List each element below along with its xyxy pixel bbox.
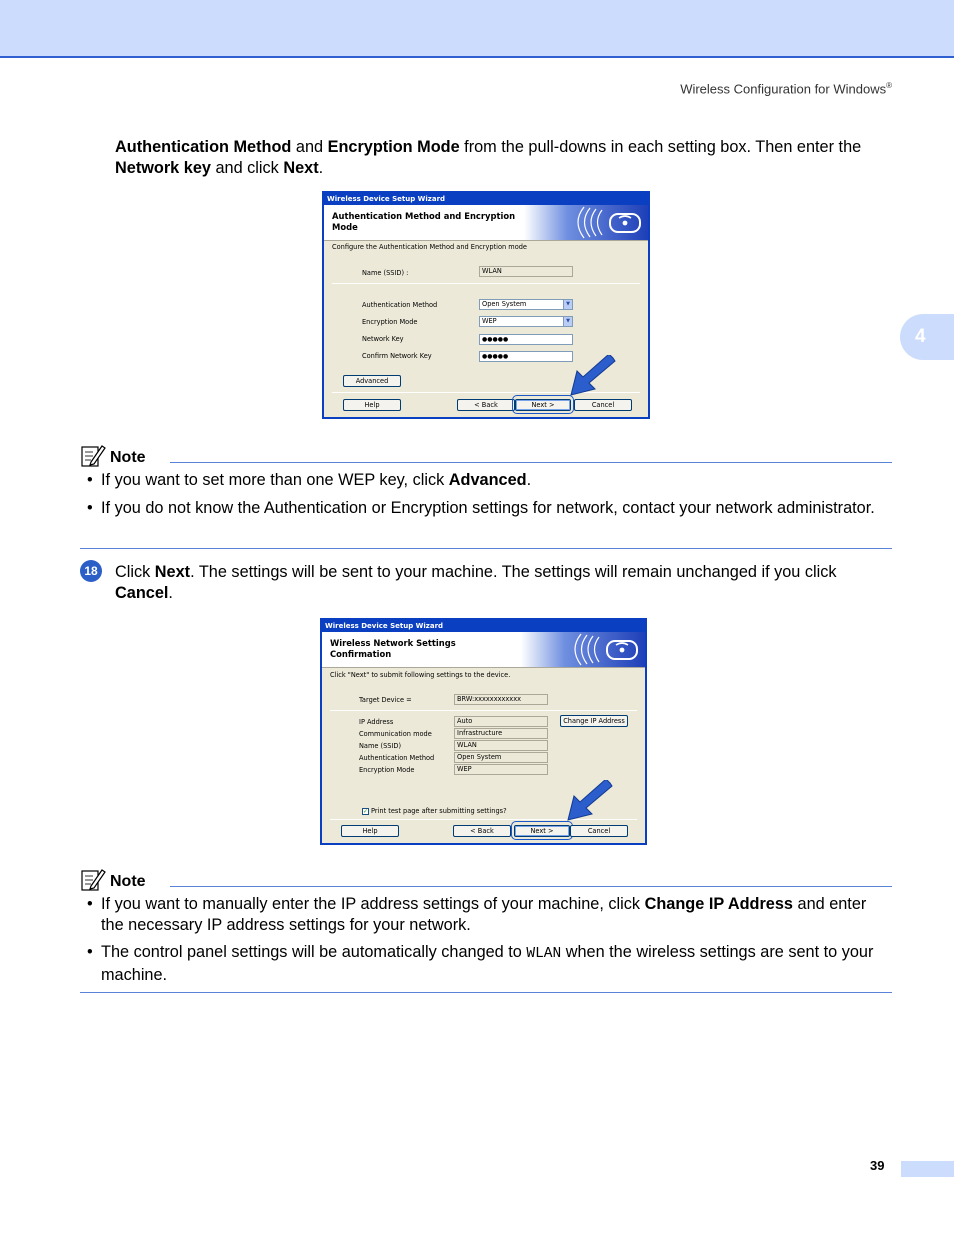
ssid-field: WLAN (479, 266, 573, 277)
dialog-heading: Authentication Method and Encryption Mode (332, 211, 516, 232)
next-button[interactable]: Next > (515, 399, 571, 411)
advanced-button[interactable]: Advanced (343, 375, 401, 387)
comm-mode-label: Communication mode (359, 730, 432, 738)
wireless-logo-icon (524, 205, 648, 240)
note-end-rule (80, 992, 892, 993)
separator (330, 710, 637, 711)
ssid-field: WLAN (454, 740, 548, 751)
network-key-label: Network Key (362, 335, 404, 343)
note-bullet: • If you do not know the Authentication or Encryption settings for network, contact your network administrator. (87, 499, 875, 517)
confirm-key-label: Confirm Network Key (362, 352, 432, 360)
note-header (80, 869, 892, 895)
page-number: 39 (870, 1158, 885, 1173)
ssid-label: Name (SSID) (359, 742, 402, 750)
cancel-button[interactable]: Cancel (574, 399, 632, 411)
dialog-subtitle: Click "Next" to submit following settings to the device. (330, 671, 511, 679)
note-header (80, 445, 892, 471)
dialog-title: Wireless Device Setup Wizard (324, 193, 648, 205)
note-end-rule (80, 548, 892, 549)
network-key-input[interactable]: ●●●●● (479, 334, 573, 345)
note-pencil-icon (80, 867, 106, 893)
pointer-arrow-icon (569, 355, 617, 397)
ssid-label: Name (SSID) : (362, 269, 409, 277)
top-banner (0, 0, 954, 58)
page-number-tab (901, 1161, 954, 1177)
change-ip-address-button[interactable]: Change IP Address (560, 715, 628, 727)
chevron-down-icon[interactable]: ▼ (563, 300, 572, 309)
encryption-mode-label: Encryption Mode (359, 766, 415, 774)
step-paragraph: Click Next. The settings will be sent to your machine. The settings will remain unchanged if you click Cancel. (115, 563, 837, 602)
note-label: Note (110, 873, 146, 890)
ip-address-field: Auto (454, 716, 548, 727)
note-pencil-icon (80, 443, 106, 469)
note-bullet: • The control panel settings will be automatically changed to WLAN when the wireless settings are sent to your machine. (87, 943, 874, 984)
step-number: 18 (80, 560, 102, 582)
auth-method-select[interactable]: Open System ▼ (479, 299, 573, 310)
intro-paragraph: Authentication Method and Encryption Mode from the pull-downs in each setting box. Then enter the Network key and click Next. (115, 138, 862, 177)
cancel-button[interactable]: Cancel (570, 825, 628, 837)
back-button[interactable]: < Back (457, 399, 515, 411)
dialog-title: Wireless Device Setup Wizard (322, 620, 645, 632)
settings-confirmation-dialog (320, 618, 647, 845)
comm-mode-field: Infrastructure (454, 728, 548, 739)
encryption-mode-field: WEP (454, 764, 548, 775)
note-bullet: • If you want to set more than one WEP key, click Advanced. (87, 471, 532, 489)
encryption-mode-label: Encryption Mode (362, 318, 418, 326)
note-rule (170, 886, 892, 887)
note-bullet: • If you want to manually enter the IP address settings of your machine, click Change IP Address and enter the necessary IP address settings for your network. (87, 895, 867, 934)
ip-address-label: IP Address (359, 718, 394, 726)
dialog-subtitle: Configure the Authentication Method and Encryption mode (332, 243, 527, 251)
back-button[interactable]: < Back (453, 825, 511, 837)
auth-method-field: Open System (454, 752, 548, 763)
note-rule (170, 462, 892, 463)
auth-encryption-dialog (322, 191, 650, 419)
pointer-arrow-icon (566, 780, 614, 822)
auth-method-label: Authentication Method (359, 754, 435, 762)
dialog-banner (322, 632, 645, 668)
help-button[interactable]: Help (341, 825, 399, 837)
dialog-heading: Wireless Network Settings Confirmation (330, 638, 456, 659)
chevron-down-icon[interactable]: ▼ (563, 317, 572, 326)
print-test-page-label[interactable]: Print test page after submitting settings? (371, 807, 507, 815)
help-button[interactable]: Help (343, 399, 401, 411)
next-button[interactable]: Next > (514, 825, 570, 837)
separator (332, 283, 640, 284)
auth-method-label: Authentication Method (362, 301, 438, 309)
dialog-banner (324, 205, 648, 241)
chapter-tab: 4 (900, 314, 954, 360)
target-device-field: BRW:xxxxxxxxxxxx (454, 694, 548, 705)
wireless-logo-icon (521, 632, 645, 667)
target-device-label: Target Device = (359, 696, 412, 704)
encryption-mode-select[interactable]: WEP ▼ (479, 316, 573, 327)
running-header: Wireless Configuration for Windows® (680, 81, 892, 97)
note-label: Note (110, 449, 146, 466)
print-test-page-checkbox[interactable]: ✓ (363, 808, 369, 815)
confirm-key-input[interactable]: ●●●●● (479, 351, 573, 362)
